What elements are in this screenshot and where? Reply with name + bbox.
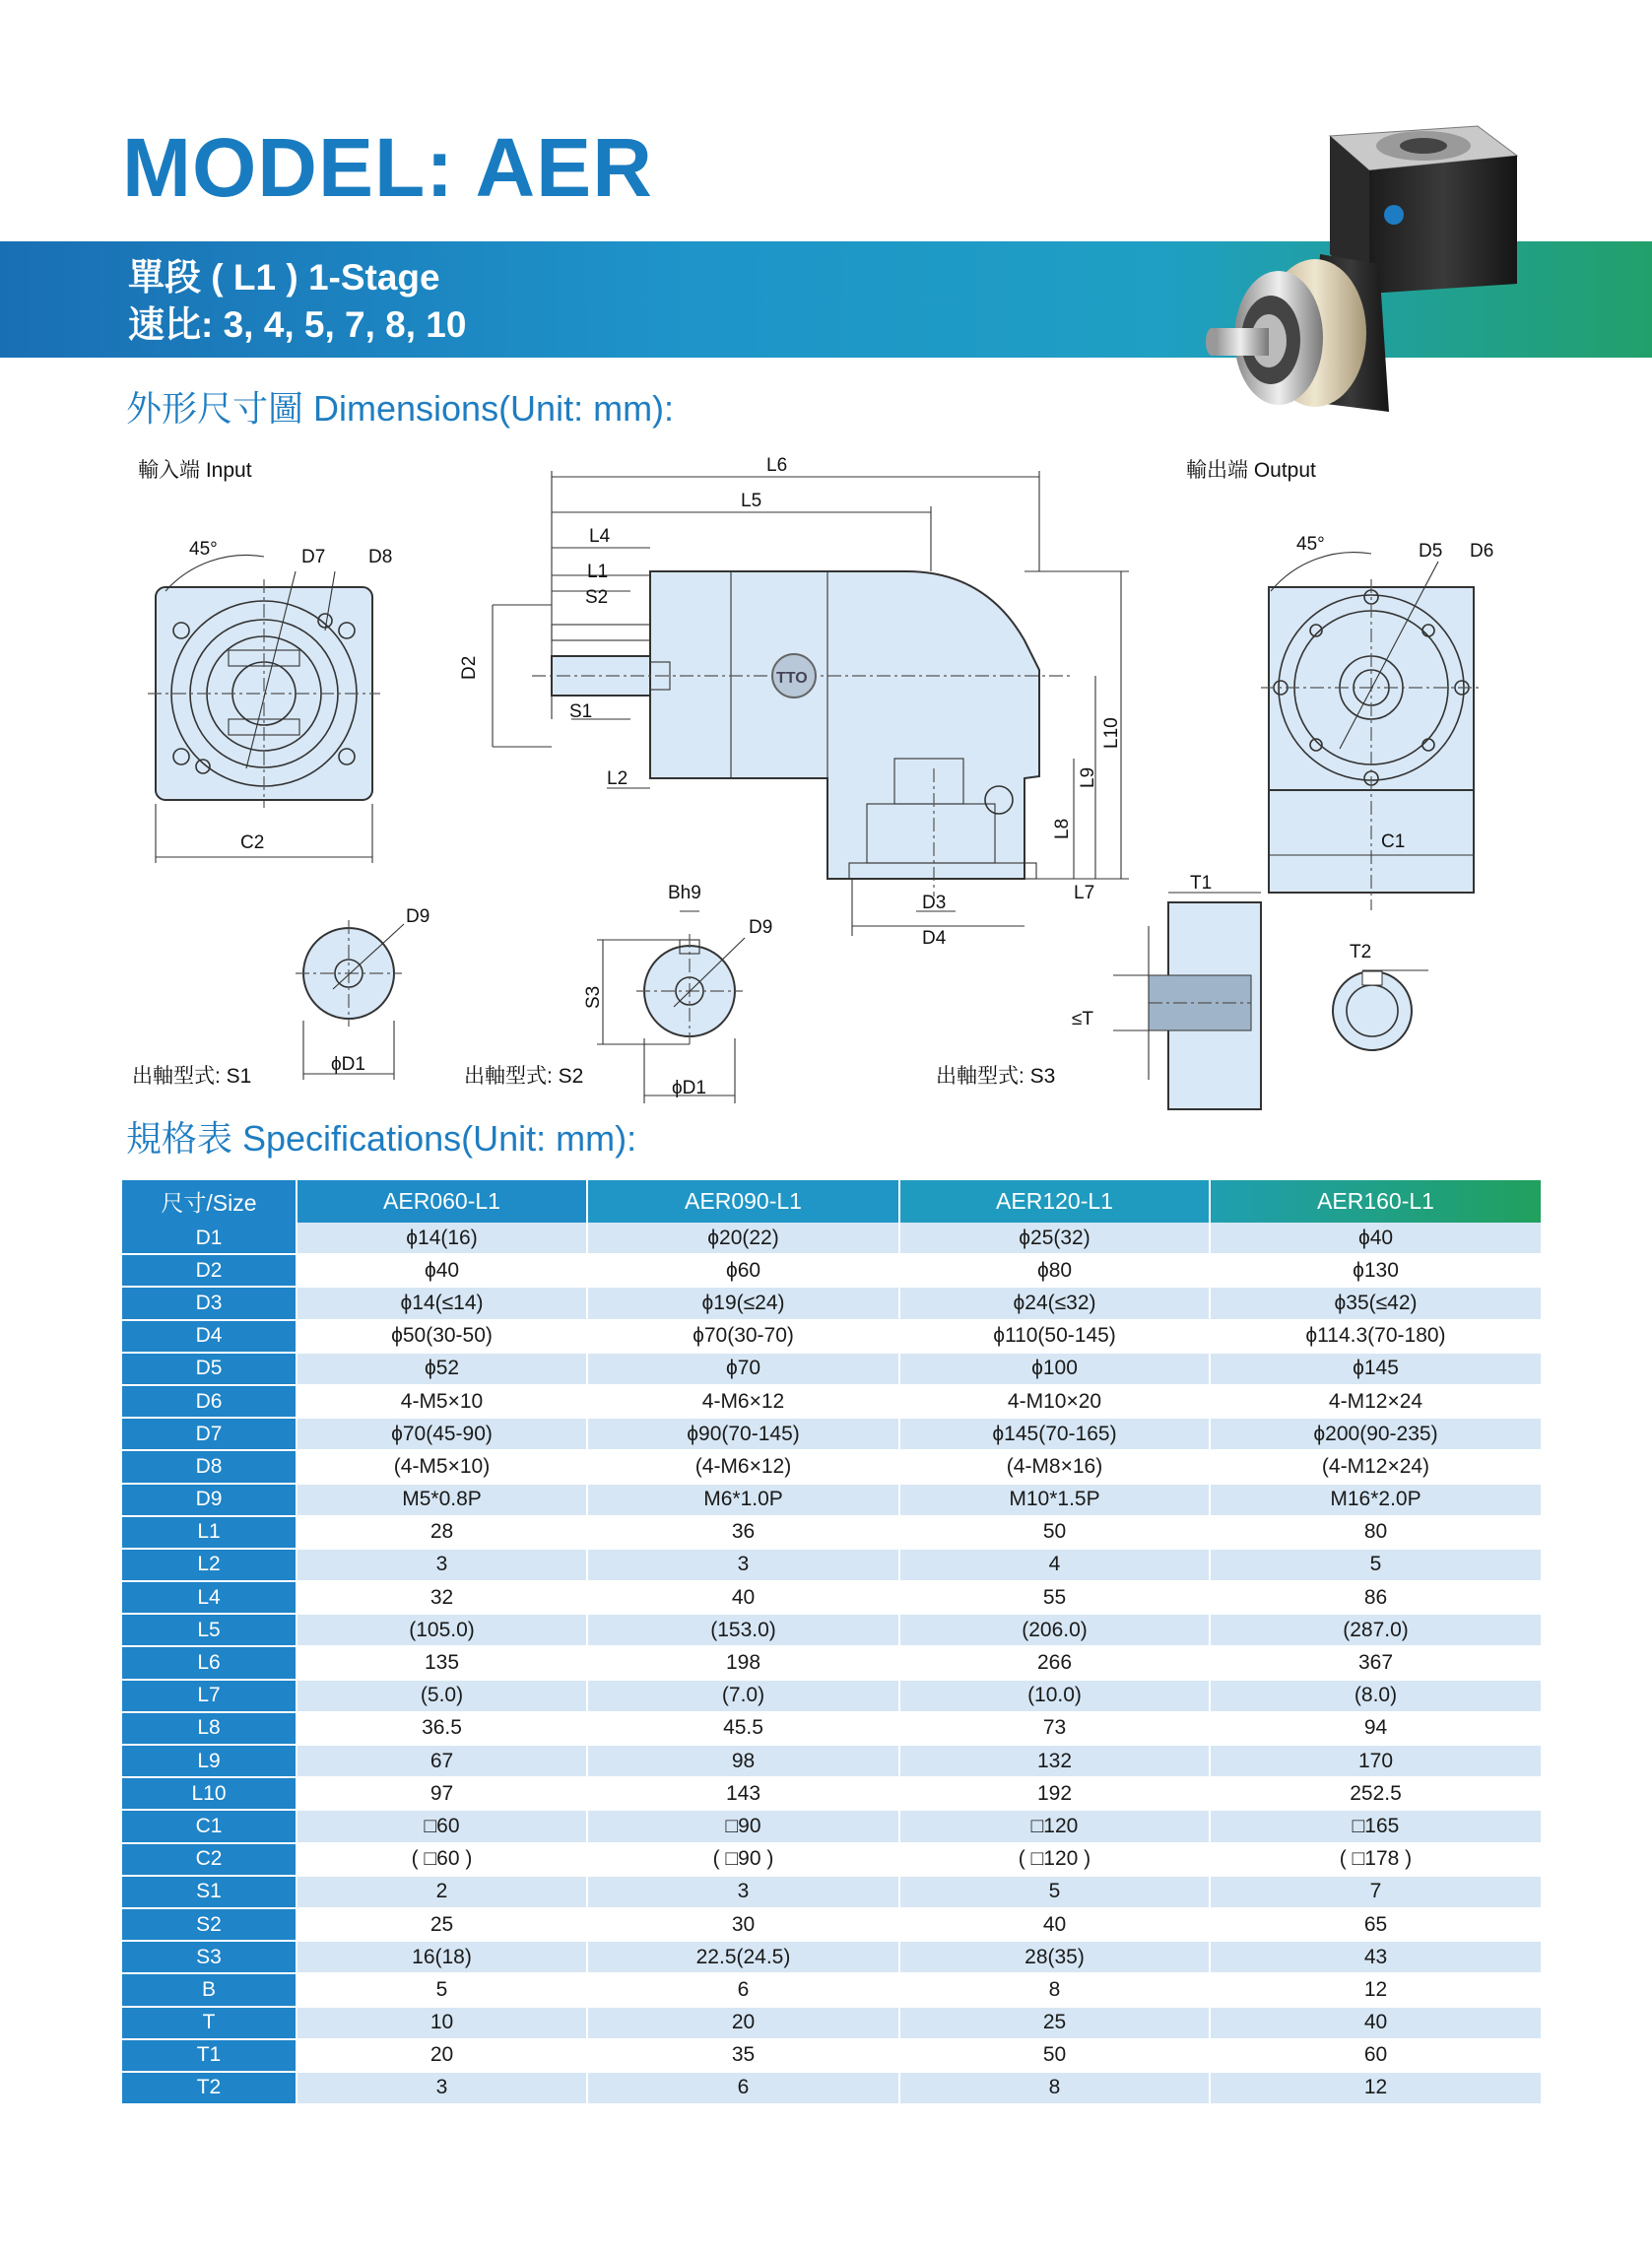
table-cell: M10*1.5P [899, 1484, 1210, 1516]
table-cell: 10 [297, 2007, 587, 2039]
row-header: C2 [122, 1843, 297, 1876]
table-cell: 4-M12×24 [1210, 1385, 1542, 1418]
dimension-drawing [0, 443, 1652, 1133]
table-cell: (206.0) [899, 1614, 1210, 1646]
table-cell: ϕ50(30-50) [297, 1320, 587, 1353]
table-cell: ( □90 ) [587, 1843, 899, 1876]
svg-text:T1: T1 [1190, 873, 1213, 894]
table-cell: 198 [587, 1646, 899, 1679]
svg-text:D6: D6 [1470, 541, 1494, 562]
svg-text:D3: D3 [922, 893, 947, 913]
table-cell: □120 [899, 1810, 1210, 1842]
table-cell: 16(18) [297, 1941, 587, 1973]
table-cell: 8 [899, 2072, 1210, 2104]
table-cell: 3 [297, 2072, 587, 2104]
shaft-s2-view [583, 883, 772, 1103]
input-label: 輸入端 Input [138, 459, 252, 482]
row-header: L7 [122, 1680, 297, 1712]
table-cell: 28(35) [899, 1941, 1210, 1973]
table-cell: 40 [899, 1908, 1210, 1941]
row-header: L1 [122, 1516, 297, 1549]
row-header: C1 [122, 1810, 297, 1842]
table-cell: 97 [297, 1777, 587, 1810]
row-header: L10 [122, 1777, 297, 1810]
table-cell: (153.0) [587, 1614, 899, 1646]
table-cell: 192 [899, 1777, 1210, 1810]
table-cell: ϕ40 [1210, 1223, 1542, 1254]
table-row [122, 1646, 1542, 1679]
table-cell: 266 [899, 1646, 1210, 1679]
table-cell: 73 [899, 1712, 1210, 1745]
table-cell: ϕ80 [899, 1254, 1210, 1287]
table-cell: 30 [587, 1908, 899, 1941]
column-header: AER160-L1 [1210, 1180, 1542, 1223]
table-cell: 5 [297, 1973, 587, 2006]
dimensions-heading: 外形尺寸圖 Dimensions(Unit: mm): [126, 388, 675, 429]
table-row [122, 1745, 1542, 1777]
table-cell: (105.0) [297, 1614, 587, 1646]
table-cell: ϕ20(22) [587, 1223, 899, 1254]
svg-text:L4: L4 [589, 526, 611, 547]
svg-text:C2: C2 [240, 832, 265, 853]
svg-text:ϕD1: ϕD1 [331, 1054, 365, 1075]
table-cell: 50 [899, 1516, 1210, 1549]
row-header: D9 [122, 1484, 297, 1516]
svg-text:C1: C1 [1381, 831, 1406, 852]
column-header: AER120-L1 [899, 1180, 1210, 1223]
shaft-type-s2-label: 出軸型式: S2 [464, 1065, 584, 1088]
svg-text:S2: S2 [585, 587, 609, 608]
table-cell: ϕ19(≤24) [587, 1287, 899, 1319]
table-cell: 43 [1210, 1941, 1542, 1973]
row-header: D6 [122, 1385, 297, 1418]
table-row [122, 1254, 1542, 1287]
table-cell: 22.5(24.5) [587, 1941, 899, 1973]
table-row [122, 1843, 1542, 1876]
table-cell: ( □120 ) [899, 1843, 1210, 1876]
input-view [148, 539, 392, 863]
table-cell: (287.0) [1210, 1614, 1542, 1646]
table-cell: M6*1.0P [587, 1484, 899, 1516]
table-row [122, 1450, 1542, 1483]
row-header: L5 [122, 1614, 297, 1646]
svg-text:D9: D9 [406, 906, 430, 927]
row-header: L4 [122, 1581, 297, 1614]
output-view [1261, 534, 1493, 910]
table-cell: 28 [297, 1516, 587, 1549]
table-cell: 98 [587, 1745, 899, 1777]
ratio-label: 速比: 3, 4, 5, 7, 8, 10 [128, 304, 467, 345]
table-cell: 4-M10×20 [899, 1385, 1210, 1418]
table-cell: 367 [1210, 1646, 1542, 1679]
table-cell: ϕ100 [899, 1353, 1210, 1385]
column-header: AER090-L1 [587, 1180, 899, 1223]
row-header: D8 [122, 1450, 297, 1483]
table-cell: (4-M6×12) [587, 1450, 899, 1483]
svg-text:L7: L7 [1074, 883, 1095, 903]
row-header: L2 [122, 1549, 297, 1581]
row-header: D7 [122, 1418, 297, 1450]
table-cell: 12 [1210, 1973, 1542, 2006]
table-cell: 4-M5×10 [297, 1385, 587, 1418]
table-cell: ( □178 ) [1210, 1843, 1542, 1876]
svg-text:L6: L6 [766, 455, 788, 476]
table-cell: 170 [1210, 1745, 1542, 1777]
side-view [459, 455, 1129, 949]
svg-text:D7: D7 [301, 547, 326, 567]
table-row [122, 1223, 1542, 1254]
table-cell: ϕ114.3(70-180) [1210, 1320, 1542, 1353]
row-header: T2 [122, 2072, 297, 2104]
table-row [122, 1516, 1542, 1549]
table-cell: 3 [587, 1876, 899, 1908]
table-row [122, 1418, 1542, 1450]
table-cell: ϕ60 [587, 1254, 899, 1287]
table-cell: ( □60 ) [297, 1843, 587, 1876]
svg-text:45°: 45° [1296, 534, 1325, 555]
table-cell: 7 [1210, 1876, 1542, 1908]
table-cell: ϕ70(30-70) [587, 1320, 899, 1353]
table-row [122, 1680, 1542, 1712]
svg-text:D9: D9 [749, 917, 773, 938]
table-cell: M5*0.8P [297, 1484, 587, 1516]
table-row [122, 1941, 1542, 1973]
table-cell: 40 [1210, 2007, 1542, 2039]
table-row [122, 2072, 1542, 2104]
svg-text:T2: T2 [1350, 942, 1372, 963]
table-cell: (7.0) [587, 1680, 899, 1712]
svg-text:L1: L1 [587, 562, 609, 582]
table-cell: 20 [297, 2039, 587, 2072]
shaft-s1-view [296, 906, 430, 1080]
page-title: MODEL: AER [122, 121, 653, 214]
svg-text:D2: D2 [459, 655, 480, 680]
svg-text:L9: L9 [1078, 766, 1098, 788]
table-row [122, 1908, 1542, 1941]
table-cell: 55 [899, 1581, 1210, 1614]
row-header: S1 [122, 1876, 297, 1908]
output-label: 輸出端 Output [1186, 459, 1316, 482]
table-cell: □60 [297, 1810, 587, 1842]
table-row [122, 1712, 1542, 1745]
table-cell: 6 [587, 1973, 899, 2006]
svg-text:≤T: ≤T [1072, 1009, 1094, 1029]
logo-mark: TTO [776, 670, 808, 687]
table-cell: ϕ35(≤42) [1210, 1287, 1542, 1319]
row-header: D3 [122, 1287, 297, 1319]
table-cell: 35 [587, 2039, 899, 2072]
table-row [122, 2007, 1542, 2039]
stage-label: 單段 ( L1 ) 1-Stage [128, 257, 440, 298]
table-cell: (4-M5×10) [297, 1450, 587, 1483]
row-header: B [122, 1973, 297, 2006]
table-row [122, 1287, 1542, 1319]
svg-text:ϕD1: ϕD1 [672, 1078, 706, 1098]
table-row [122, 1777, 1542, 1810]
table-cell: ϕ25(32) [899, 1223, 1210, 1254]
table-cell: 3 [587, 1549, 899, 1581]
row-header: L6 [122, 1646, 297, 1679]
table-cell: ϕ24(≤32) [899, 1287, 1210, 1319]
shaft-type-s1-label: 出軸型式: S1 [132, 1065, 252, 1088]
shaft-type-s3-label: 出軸型式: S3 [936, 1065, 1056, 1088]
table-cell: ϕ130 [1210, 1254, 1542, 1287]
table-cell: 36 [587, 1516, 899, 1549]
table-cell: (10.0) [899, 1680, 1210, 1712]
row-header: S2 [122, 1908, 297, 1941]
table-row [122, 1810, 1542, 1842]
table-cell: 5 [899, 1876, 1210, 1908]
svg-text:S1: S1 [569, 701, 593, 722]
row-header: T1 [122, 2039, 297, 2072]
table-cell: □165 [1210, 1810, 1542, 1842]
table-row [122, 1876, 1542, 1908]
table-row [122, 1581, 1542, 1614]
table-row [122, 1973, 1542, 2006]
table-cell: ϕ70(45-90) [297, 1418, 587, 1450]
table-cell: 32 [297, 1581, 587, 1614]
table-row [122, 1320, 1542, 1353]
row-header: L8 [122, 1712, 297, 1745]
spec-header-row [122, 1180, 1542, 1223]
table-cell: 67 [297, 1745, 587, 1777]
table-cell: 65 [1210, 1908, 1542, 1941]
product-photo [1182, 116, 1537, 431]
table-cell: 40 [587, 1581, 899, 1614]
svg-text:45°: 45° [189, 539, 218, 560]
table-cell: ϕ14(≤14) [297, 1287, 587, 1319]
svg-text:Bh9: Bh9 [668, 883, 701, 903]
table-row [122, 1353, 1542, 1385]
svg-text:D5: D5 [1419, 541, 1443, 562]
table-cell: ϕ70 [587, 1353, 899, 1385]
table-cell: M16*2.0P [1210, 1484, 1542, 1516]
spec-table [122, 1180, 1543, 2105]
row-header: D1 [122, 1223, 297, 1254]
table-cell: □90 [587, 1810, 899, 1842]
svg-text:L10: L10 [1101, 717, 1122, 749]
table-cell: 86 [1210, 1581, 1542, 1614]
table-cell: 94 [1210, 1712, 1542, 1745]
table-cell: (4-M12×24) [1210, 1450, 1542, 1483]
table-row [122, 2039, 1542, 2072]
svg-text:D4: D4 [922, 928, 947, 949]
shaft-s3-view [1072, 873, 1428, 1109]
row-header: T [122, 2007, 297, 2039]
row-header: D4 [122, 1320, 297, 1353]
table-cell: ϕ90(70-145) [587, 1418, 899, 1450]
table-cell: 6 [587, 2072, 899, 2104]
svg-text:L5: L5 [741, 491, 762, 511]
column-header: 尺寸/Size [122, 1180, 297, 1223]
table-cell: 2 [297, 1876, 587, 1908]
table-cell: 143 [587, 1777, 899, 1810]
table-cell: ϕ40 [297, 1254, 587, 1287]
table-row [122, 1614, 1542, 1646]
specs-heading: 規格表 Specifications(Unit: mm): [126, 1118, 637, 1159]
table-cell: ϕ200(90-235) [1210, 1418, 1542, 1450]
row-header: S3 [122, 1941, 297, 1973]
table-cell: 4-M6×12 [587, 1385, 899, 1418]
row-header: L9 [122, 1745, 297, 1777]
svg-text:L2: L2 [607, 768, 628, 789]
table-cell: 12 [1210, 2072, 1542, 2104]
table-cell: 8 [899, 1973, 1210, 2006]
table-cell: ϕ145 [1210, 1353, 1542, 1385]
table-cell: 252.5 [1210, 1777, 1542, 1810]
table-cell: ϕ14(16) [297, 1223, 587, 1254]
table-cell: 80 [1210, 1516, 1542, 1549]
table-cell: 50 [899, 2039, 1210, 2072]
table-cell: 132 [899, 1745, 1210, 1777]
table-cell: ϕ110(50-145) [899, 1320, 1210, 1353]
svg-text:D8: D8 [368, 547, 393, 567]
table-cell: 20 [587, 2007, 899, 2039]
table-cell: ϕ145(70-165) [899, 1418, 1210, 1450]
table-cell: 36.5 [297, 1712, 587, 1745]
svg-text:S3: S3 [583, 985, 604, 1009]
table-cell: 135 [297, 1646, 587, 1679]
table-cell: 5 [1210, 1549, 1542, 1581]
row-header: D5 [122, 1353, 297, 1385]
table-cell: (4-M8×16) [899, 1450, 1210, 1483]
table-cell: 3 [297, 1549, 587, 1581]
table-cell: 45.5 [587, 1712, 899, 1745]
table-cell: (5.0) [297, 1680, 587, 1712]
column-header: AER060-L1 [297, 1180, 587, 1223]
table-cell: ϕ52 [297, 1353, 587, 1385]
svg-text:L8: L8 [1052, 818, 1073, 839]
table-cell: 60 [1210, 2039, 1542, 2072]
table-row [122, 1385, 1542, 1418]
table-cell: (8.0) [1210, 1680, 1542, 1712]
table-cell: 4 [899, 1549, 1210, 1581]
table-row [122, 1549, 1542, 1581]
table-cell: 25 [297, 1908, 587, 1941]
row-header: D2 [122, 1254, 297, 1287]
table-cell: 25 [899, 2007, 1210, 2039]
table-row [122, 1484, 1542, 1516]
